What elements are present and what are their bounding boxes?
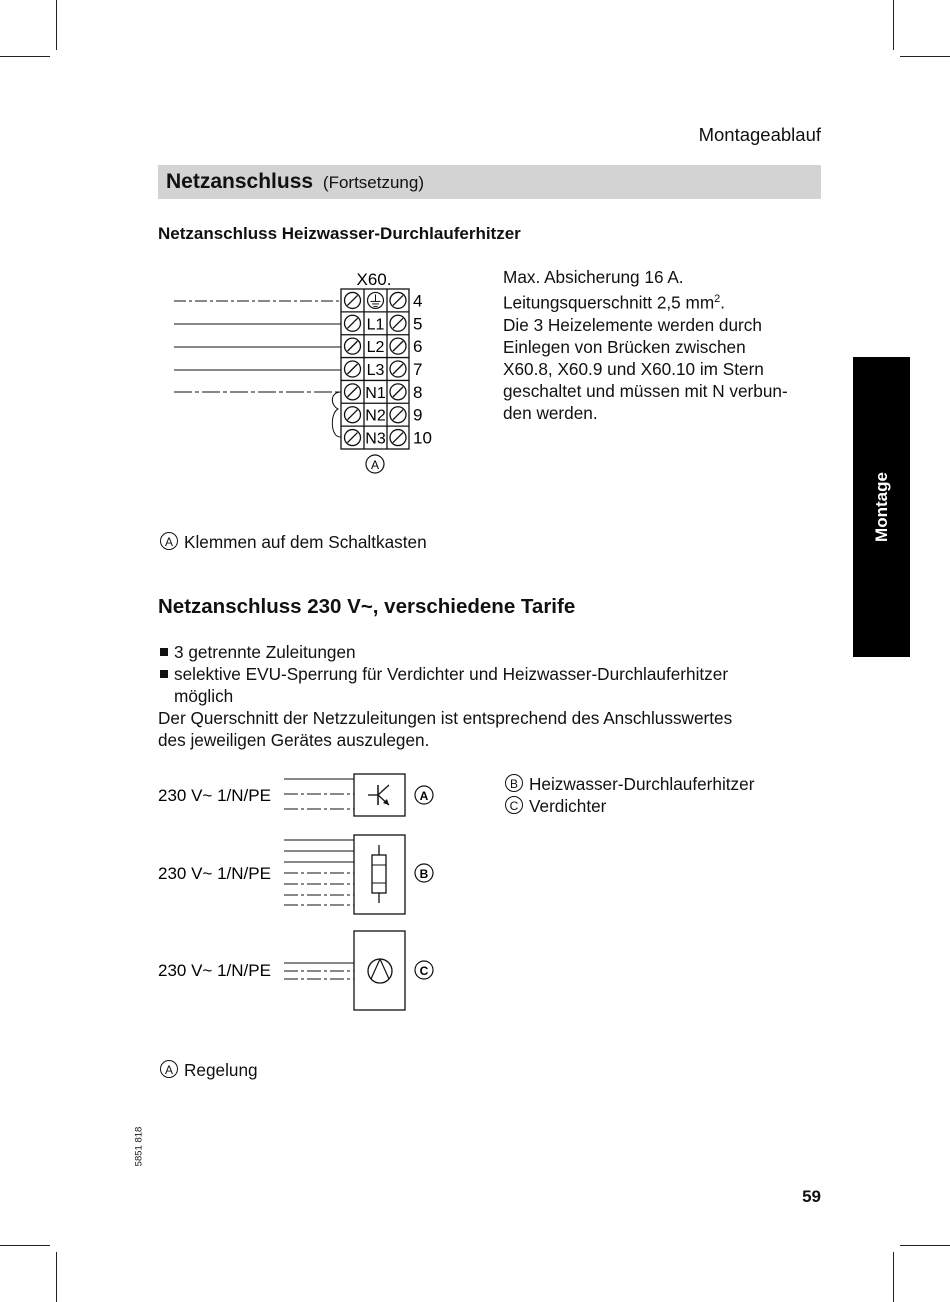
screw-icon (390, 361, 406, 377)
bullet-list (158, 641, 838, 707)
supply-label: 230 V~ 1/N/PE (158, 961, 271, 980)
supply-marker: A (419, 789, 429, 803)
page-number: 59 (802, 1187, 821, 1206)
terminal-block-title: X60. (356, 270, 392, 289)
terminal-block-marker: A (370, 458, 380, 472)
note-line: geschaltet und müssen mit N verbun- (503, 380, 788, 401)
legend-marker: B (505, 774, 523, 792)
screw-icon (345, 407, 361, 423)
terminal-label: N2 (365, 407, 386, 425)
chapter-header: Montageablauf (698, 124, 821, 145)
transistor-icon (368, 785, 389, 805)
side-tab (853, 357, 910, 657)
paragraph-line: des jeweiligen Gerätes auszulegen. (158, 730, 430, 750)
bullet-item: 3 getrennte Zuleitungen (158, 641, 838, 663)
terminal-block-diagram (160, 265, 450, 480)
legend-item-b (505, 773, 754, 795)
legend-text: Klemmen auf dem Schaltkasten (184, 532, 427, 552)
crop-mark (900, 56, 950, 57)
crop-mark (0, 56, 50, 57)
legend-text: Heizwasser-Durchlauferhitzer (529, 774, 755, 794)
supply-marker: C (419, 964, 429, 978)
compressor-icon (368, 959, 392, 983)
terminal-notes (503, 266, 823, 424)
screw-icon (345, 430, 361, 446)
terminal-number: 9 (413, 405, 423, 425)
crop-mark (893, 1252, 894, 1302)
paragraph-line: Der Querschnitt der Netzzuleitungen ist entsprechend des Anschlusswertes (158, 708, 733, 728)
note-line: den werden. (503, 402, 598, 423)
side-tab-label: Montage (871, 472, 891, 542)
legend-marker: A (160, 532, 178, 550)
screw-icon (345, 384, 361, 400)
screw-icon (345, 315, 361, 331)
compressor-box (354, 931, 405, 1010)
screw-icon (390, 338, 406, 354)
terminal-number: 10 (413, 428, 432, 448)
note-line: Max. Absicherung 16 A. (503, 267, 684, 287)
terminal-number: 5 (413, 314, 423, 334)
bullet-item: selektive EVU-Sperrung für Verdichter und Heizwasser-Durchlauferhitzer möglich (158, 663, 838, 707)
screw-icon (390, 430, 406, 446)
note-line: Die 3 Heizelemente werden durch (503, 314, 762, 335)
supply-marker: B (419, 867, 429, 881)
terminal-label: N3 (365, 430, 386, 448)
screw-icon (345, 361, 361, 377)
screw-icon (390, 384, 406, 400)
crop-mark (893, 0, 894, 50)
crop-mark (0, 1245, 50, 1246)
legend-marker: A (160, 1060, 178, 1078)
terminal-label: N1 (365, 384, 386, 402)
terminal-number: 4 (413, 291, 423, 311)
terminal-label: L1 (366, 316, 385, 334)
screw-icon (390, 407, 406, 423)
terminal-number: 7 (413, 360, 423, 379)
crop-mark (900, 1245, 950, 1246)
legend-text: Verdichter (529, 796, 607, 816)
supply-label: 230 V~ 1/N/PE (158, 864, 271, 883)
screw-icon (345, 338, 361, 354)
section-title-main: Netzanschluss (166, 170, 314, 193)
crop-mark (56, 1252, 57, 1302)
terminal-number: 8 (413, 382, 423, 402)
legend-text: Regelung (184, 1060, 258, 1080)
controller-box (354, 774, 405, 816)
crop-mark (56, 0, 57, 50)
earth-ground-icon (368, 292, 384, 308)
legend-right (505, 773, 754, 817)
screw-icon (390, 315, 406, 331)
legend-item-a (160, 531, 427, 553)
legend-marker: C (505, 796, 523, 814)
screw-icon (390, 292, 406, 308)
legend-item-regelung (160, 1059, 258, 1081)
heating-element-icon (372, 845, 386, 903)
supply-label: 230 V~ 1/N/PE (158, 786, 271, 805)
note-line: Einlegen von Brücken zwischen (503, 336, 746, 357)
document-number: 5851 818 (133, 1126, 145, 1167)
note-line: X60.8, X60.9 und X60.10 im Stern (503, 358, 764, 379)
section-title-sub: (Fortsetzung) (322, 173, 424, 192)
terminal-label: L2 (366, 339, 385, 357)
legend-item-c (505, 795, 754, 817)
subheading-tarife: Netzanschluss 230 V~, verschiedene Tarife (158, 595, 576, 618)
screw-icon (345, 292, 361, 308)
terminal-label: L3 (366, 362, 385, 379)
terminal-number: 6 (413, 337, 423, 357)
tarife-text (158, 641, 838, 751)
supply-diagram (150, 765, 450, 1020)
note-line: Leitungsquerschnitt 2,5 $mm^2$. (503, 292, 726, 313)
subheading-heizwasser: Netzanschluss Heizwasser-Durchlauferhitzer (158, 224, 521, 243)
section-title (166, 170, 424, 194)
